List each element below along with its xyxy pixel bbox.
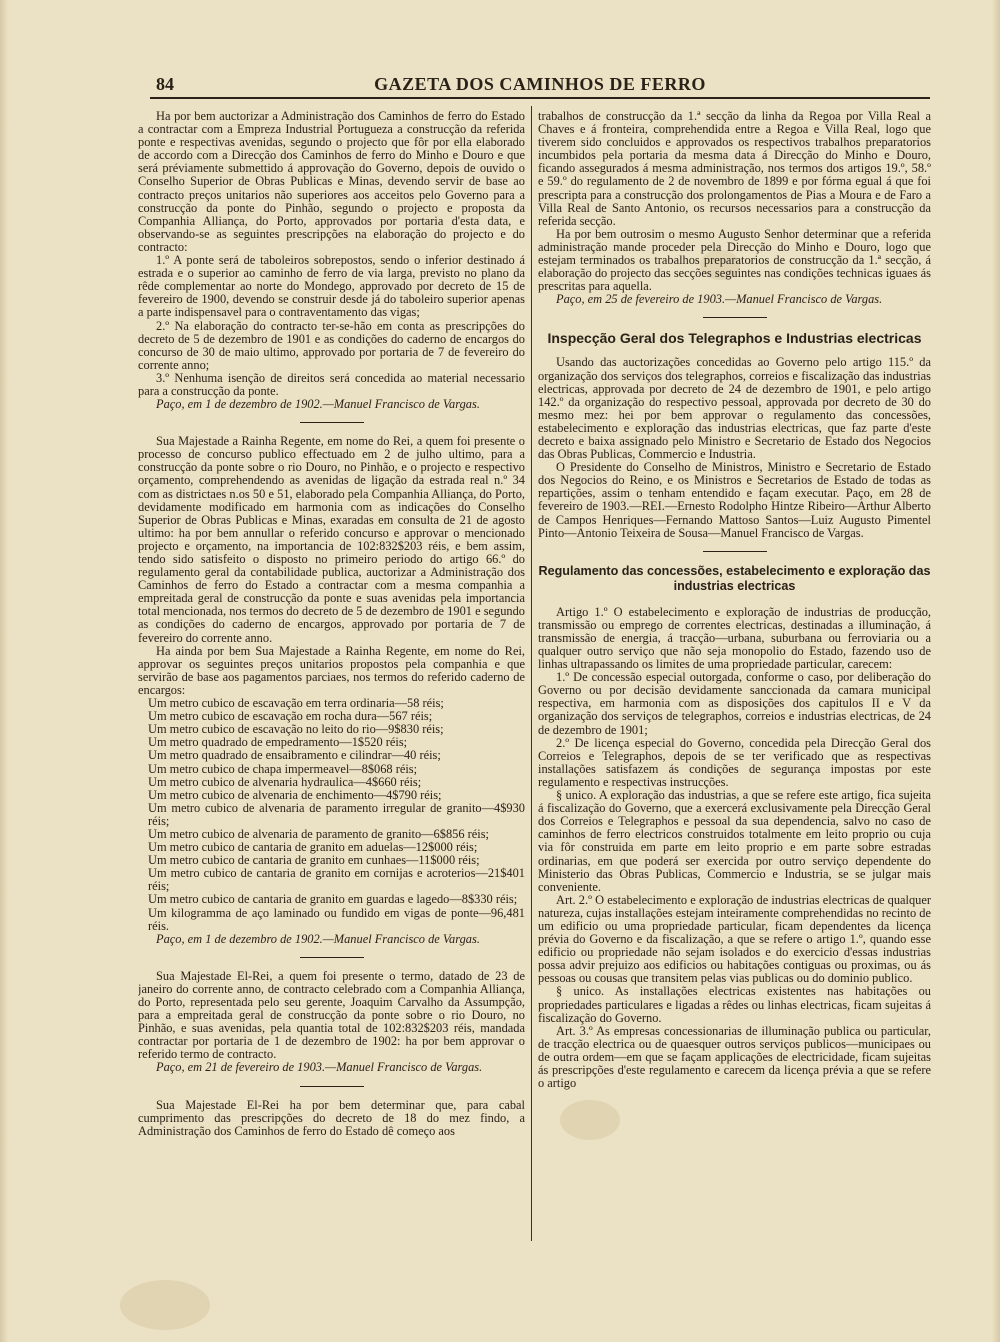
- regulation-article: Art. 3.º As empresas concessionarias de illuminação publica ou particular, de tracção electrica ou de quaesquer outros serviços publicos—municipaes ou de outra ordem—em que se façam applicações de electricidade, ficam sujeitas ás prescripções d'este regulamento e carecem da licença prévia a que se refere o artigo: [538, 1023, 931, 1091]
- price-item: Um metro cubico de alvenaria de enchimento—4$790 réis;: [148, 787, 442, 802]
- decree-paragraph: O Presidente do Conselho de Ministros, Ministro e Secretario de Estado dos Negocios do Reino, e os Ministros e Secretarios de Estado de todas as repartições, assim o tenham entendido e façam executar. Paço, em 28 de fevereiro de 1903.—REI.—Ernesto Rodolpho Hintze Ribeiro—Arthur Alberto de Campos Henriques—Fernando Mattoso Santos—Luiz Augusto Pimentel Pinto—Antonio Teixeira de Sousa—Manuel Francisco de Vargas.: [538, 460, 931, 540]
- right-column: [538, 110, 931, 1240]
- decree-paragraph: Sua Majestade El-Rei, a quem foi presente o termo, datado de 23 de janeiro do corrente anno, de contracto celebrado com a Companhia Alliança, do Porto, representada pelo seu gerente, Joaquim Carvalho da Assumpção, para a empreitada geral de construcção da ponte sobre o rio Douro, no Pinhão, e suas avenidas, pela quantia total de 102:832$203 réis, mandada contractar por portaria de 1 de dezembro de 1902: ha por bem approvar o referido termo de contracto.: [138, 968, 525, 1062]
- price-item: Um metro cubico de alvenaria de paramento irregular de granito—4$930 réis;: [148, 800, 525, 828]
- page-edge-left: [0, 0, 8, 1342]
- price-item: Um metro quadrado de empedramento—1$520 réis;: [148, 735, 408, 750]
- price-item: Um metro cubico de escavação em rocha dura—567 réis;: [148, 709, 433, 724]
- signature-line: Paço, em 1 de dezembro de 1902.—Manuel Francisco de Vargas.: [156, 931, 480, 946]
- price-item: Um metro cubico de escavação no leito do rio—9$830 réis;: [148, 722, 444, 737]
- decree-item: 2.º Na elaboração do contracto ter-se-hão em conta as prescripções do decreto de 5 de dezembro de 1901 e as condições do caderno de encargos do concurso de 30 de maio ultimo, approvado por portaria de 7 de fevereiro do corrente anno;: [138, 318, 525, 372]
- signature-line: Paço, em 21 de fevereiro de 1903.—Manuel Francisco de Vargas.: [156, 1060, 483, 1075]
- price-item: Um metro cubico de cantaria de granito em cornijas e acroterios—21$401 réis;: [148, 866, 525, 894]
- paper-stain: [120, 1280, 210, 1330]
- section-separator: [703, 551, 767, 552]
- section-heading: Inspecção Geral dos Telegraphos e Industrias electricas: [547, 330, 922, 347]
- price-item: Um metro quadrado de ensaibramento e cilindrar—40 réis;: [148, 748, 441, 763]
- section-separator: [703, 317, 767, 318]
- decree-paragraph: Ha por bem auctorizar a Administração dos Caminhos de ferro do Estado a contractar com a Empreza Industrial Portugueza a construcção da referida ponte e respectivas avenidas, segundo o projecto que fôr por ella elaborado de accordo com a Direcção dos Caminhos de ferro do Minho e Douro e que será préviamente submettido á approvação do Governo, depois de ouvido o Conselho Superior de Obras Publicas e Minas, devendo servir de base ao contracto preços unitarios não superiores aos acceitos pelo Governo para a construcção da ponte do Pinhão, segundo o projecto e proposta da Companhia Alliança, do Porto, approvados por portaria d'esta data, e observando-se as seguintes prescripções na elaboração do projecto e do contracto:: [138, 110, 525, 254]
- header-rule: [150, 97, 930, 99]
- section-separator: [300, 1086, 364, 1087]
- page-edge-right: [992, 0, 1000, 1342]
- price-item: Um metro cubico de chapa impermeavel—8$068 réis;: [148, 761, 418, 776]
- regulation-article: Art. 2.º O estabelecimento e exploração de industrias electricas de qualquer natureza, cujas installações estejam inteiramente comprehendidas no recinto de um edificio ou uma propriedade particular, ficam dependentes da licença prévia do Governo e da fiscalização, a que se refere o artigo 1.º, quando esse edificio ou propriedade não sejam isolados e do exercicio d'essas industrias possa advir prejuizo aos edificios ou habitações contiguas ou proximas, ou ás pessoas ou cousas que transitem pelas vias publicas ou do dominio publico.: [538, 892, 931, 986]
- decree-paragraph: Sua Majestade El-Rei ha por bem determinar que, para cabal cumprimento das prescripções do decreto de 18 do mez findo, a Administração dos Caminhos de ferro do Estado dê começo aos: [138, 1097, 525, 1138]
- regulation-article: 1.º De concessão especial outorgada, conforme o caso, por deliberação do Governo ou por decisão devidamente sanccionada da camara municipal respectiva, em harmonia com as disposições dos capitulos II e V da organização dos serviços de telegraphos, correios e industrias electricas, de 24 de dezembro de 1901;: [538, 670, 931, 737]
- left-column: [138, 110, 525, 1240]
- page-header: [150, 74, 930, 96]
- regulation-article: § unico. A exploração das industrias, a que se refere este artigo, fica sujeita á fiscalização do Governo, que a exercerá exclusivamente pela Direcção Geral dos Correios e Telegraphos e pessoal da sua dependencia, salvo no caso de caminhos de ferro electricos construidos totalmente em leito proprio ou cuja via fôr construida em parte em leito proprio e em parte sobre estradas ordinarias, em que poderá ser exercida por outro serviço dependente do Ministerio das Obras Publicas, Commercio e Industria, se se julgar mais conveniente.: [538, 788, 931, 894]
- decree-paragraph: Sua Majestade a Rainha Regente, em nome do Rei, a quem foi presente o processo de concurso publico effectuado em 2 de julho ultimo, para a construcção da ponte sobre o rio Douro, no Pinhão, e o projecto e respectivo orçamento, comprehendendo as avenidas de ligação da estrada real n.º 34 com as districtaes n.os 50 e 51, elaborado pela Companhia Alliança, do Porto, devidamente modificado em harmonia com as indicações do Conselho Superior de Obras Publicas e Minas, exaradas em consulta de 21 de agosto ultimo: ha por bem annullar o referido concurso e approvar o mencionado projecto e orçamento, na importancia de 102:832$203 réis, e bem assim, tendo sido satisfeito o disposto no primeiro periodo do artigo 66.º do regulamento geral da contabilidade publica, auctorizar a Administração dos Caminhos de ferro do Estado a contractar com a mesma companhia a empreitada geral de construcção da ponte e suas avenidas pela importancia total mencionada, nos termos do decreto de 5 de dezembro de 1901 e segundo as condições do caderno de encargos, approvado por portaria de 7 de fevereiro do corrente anno.: [138, 434, 525, 645]
- decree-item: 3.º Nenhuma isenção de direitos será concedida ao material necessario para a construcção da ponte.: [138, 370, 525, 398]
- price-item: Um metro cubico de cantaria de granito em cunhaes—11$000 réis;: [148, 853, 480, 868]
- price-item: Um metro cubico de alvenaria de paramento de granito—6$856 réis;: [148, 826, 489, 841]
- decree-paragraph: Ha por bem outrosim o mesmo Augusto Senhor determinar que a referida administração mande proceder pela Direcção do Minho e Douro, logo que estejam terminados os trabalhos preparatorios de construcção da 1.ª secção, á elaboração do projecto das secções seguintes nas condições technicas iguaes ás prescritas para aquella.: [538, 226, 931, 294]
- decree-paragraph: Usando das auctorizações concedidas ao Governo pelo artigo 115.º da organização dos serviços dos telegraphos, correios e fiscalização das industrias electricas, approvada por decreto de 24 de dezembro de 1901, e pelo artigo 142.º da organização do respectivo pessoal, approvada por decreto de 30 do mesmo mez: hei por bem approvar o regulamento das concessões, estabelecimento e exploração das industrias electricas, que faz parte d'este decreto e baixa assignado pelo Ministro e Secretario de Estado dos Negocios das Obras Publicas, Commercio e Industria.: [538, 355, 931, 462]
- decree-paragraph: trabalhos de construcção da 1.ª secção da linha da Regoa por Villa Real a Chaves e á fronteira, comprehendida entre a Regoa e Villa Real, logo que tiverem sido concluidos e approvados os respectivos trabalhos preparatorios incumbidos pela portaria da mesma data á Direcção do Minho e Douro, ficando assegurados á mesma administração, nos termos dos artigos 19.º, 58.º e 59.º do regulamento de 2 de novembro de 1899 e por fórma egual á que foi prescripta para a construcção dos prolongamentos de Pias a Moura e de Faro a Villa Real de Santo Antonio, os recursos necessarios para a construcção da referida secção.: [538, 110, 931, 228]
- price-item: Um kilogramma de aço laminado ou fundido em vigas de ponte—96,481 réis.: [148, 905, 525, 933]
- decree-paragraph: Ha ainda por bem Sua Majestade a Rainha Regente, em nome do Rei, approvar os seguintes preços unitarios propostos pela companhia e que servirão de base aos pagamentos parciaes, nos termos do referido caderno de encargos:: [138, 643, 525, 697]
- regulation-article: 2.º De licença especial do Governo, concedida pela Direcção Geral dos Correios e Telegraphos, depois de se ter verificado que as respectivas installações satisfazem ás condições de segurança impostas por este regulamento e respectivas instrucções.: [538, 735, 931, 789]
- page-number: 84: [156, 74, 174, 94]
- regulation-article: § unico. As installações electricas existentes nas habitações ou propriedades particulares e ligadas a rêdes ou linhas electricas, ficam sujeitas á fiscalização do Governo.: [538, 984, 931, 1025]
- section-separator: [300, 422, 364, 423]
- section-separator: [300, 957, 364, 958]
- price-item: Um metro cubico de escavação em terra ordinaria—58 réis;: [148, 696, 444, 711]
- signature-line: Paço, em 25 de fevereiro de 1903.—Manuel Francisco de Vargas.: [556, 292, 883, 307]
- column-divider: [531, 106, 532, 1241]
- price-item: Um metro cubico de alvenaria hydraulica—4$660 réis;: [148, 774, 422, 789]
- decree-item: 1.º A ponte será de taboleiros sobrepostos, sendo o inferior destinado á estrada e o superior ao caminho de ferro de via larga, previsto no plano da rêde complementar ao norte do Mondego, approvado por decreto de 15 de fevereiro de 1900, devendo se construir desde já do taboleiro superior apenas a parte indispensavel para o contraventamento das vigas;: [138, 253, 525, 320]
- price-item: Um metro cubico de cantaria de granito em guardas e lagedo—8$330 réis;: [148, 892, 518, 907]
- price-item: Um metro cubico de cantaria de granito em aduelas—12$000 réis;: [148, 840, 478, 855]
- regulation-heading: Regulamento das concessões, estabelecimento e exploração das industrias electricas: [538, 563, 931, 593]
- signature-line: Paço, em 1 de dezembro de 1902.—Manuel Francisco de Vargas.: [156, 397, 480, 412]
- journal-title: GAZETA DOS CAMINHOS DE FERRO: [374, 74, 706, 94]
- regulation-article: Artigo 1.º O estabelecimento e exploração de industrias de producção, transmissão ou emprego de correntes electricas, destinadas a illuminação, á transmissão de energia, á tracção—urbana, suburbana ou ferroviaria ou a qualquer outro serviço que não seja monopolio do Estado, fazendo uso de linhas ultrapassando os limites de uma propriedade particular, carecem:: [538, 604, 931, 672]
